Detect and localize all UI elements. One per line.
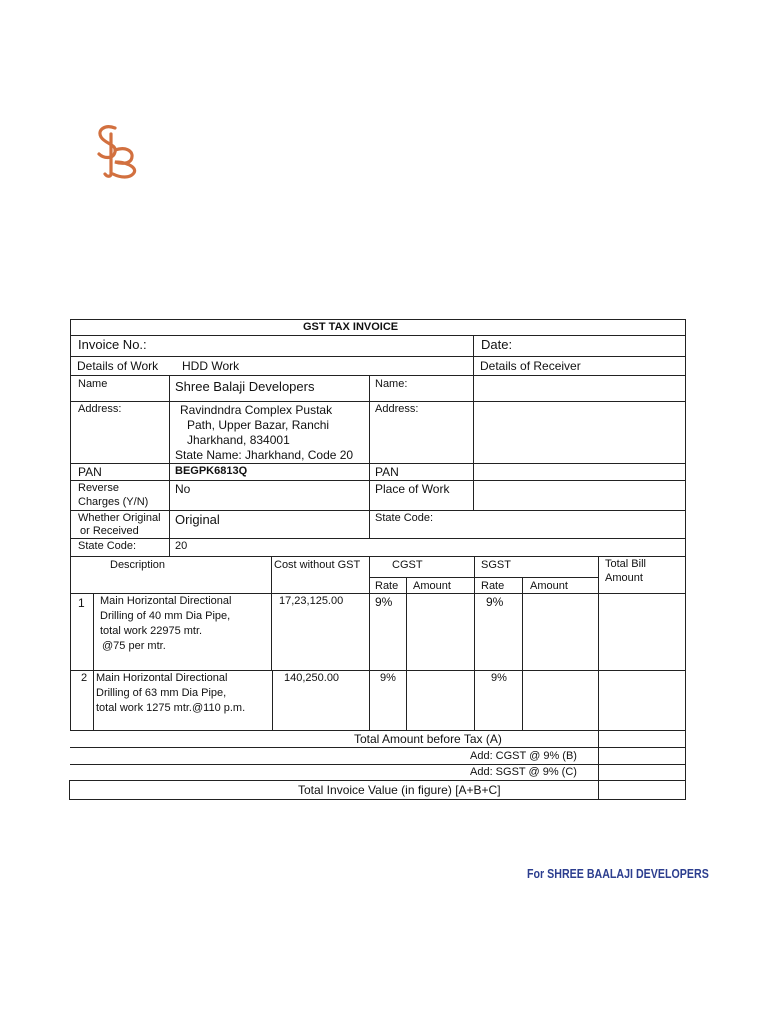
total-before-tax-label: Total Amount before Tax (A) (354, 732, 502, 746)
state-code-value: 20 (175, 540, 188, 552)
receiver-pan-label: PAN (375, 465, 399, 479)
row-number: 2 (81, 672, 88, 684)
row-description-line: Drilling of 63 mm Dia Pipe, (96, 687, 227, 699)
invoice-title: GST TAX INVOICE (303, 321, 399, 333)
address-line: Jharkhand, 834001 (187, 433, 290, 447)
row-cost: 17,23,125.00 (279, 595, 344, 607)
details-of-receiver-label: Details of Receiver (480, 359, 581, 373)
reverse-charges-label: Reverse (78, 482, 119, 494)
row-description-line: total work 22975 mtr. (100, 625, 203, 637)
row-cgst-rate: 9% (375, 595, 393, 609)
total-bill-header: Amount (605, 572, 643, 584)
original-label: or Received (80, 525, 139, 537)
original-label: Whether Original (78, 512, 161, 524)
row-sgst-rate: 9% (486, 595, 504, 609)
reverse-charges-value: No (175, 482, 191, 496)
signature-line: For SHREE BAALAJI DEVELOPERS (527, 866, 709, 881)
row-description-line: Drilling of 40 mm Dia Pipe, (100, 610, 231, 622)
cgst-header: CGST (392, 559, 423, 571)
cgst-amount-header: Amount (413, 580, 451, 592)
name-label: Name (78, 378, 108, 390)
state-code-label: State Code: (78, 540, 137, 552)
address-line: State Name: Jharkhand, Code 20 (175, 448, 354, 462)
row-description-line: @75 per mtr. (102, 640, 166, 652)
sb-monogram-logo-icon (93, 122, 141, 180)
sgst-rate-header: Rate (481, 580, 505, 592)
total-invoice-value-label: Total Invoice Value (in figure) [A+B+C] (298, 783, 501, 797)
name-value: Shree Balaji Developers (175, 379, 315, 394)
row-sgst-rate: 9% (491, 672, 507, 684)
description-header: Description (110, 559, 166, 571)
row-description-line: Main Horizontal Directional (100, 595, 232, 607)
row-description-line: total work 1275 mtr.@110 p.m. (96, 702, 246, 714)
date-label: Date: (481, 337, 513, 352)
total-bill-header: Total Bill (605, 558, 646, 570)
receiver-name-label: Name: (375, 378, 408, 390)
sgst-header: SGST (481, 559, 511, 571)
pan-value: BEGPK6813Q (175, 465, 248, 477)
cgst-rate-header: Rate (375, 580, 399, 592)
pan-label: PAN (78, 465, 102, 479)
row-cost: 140,250.00 (284, 672, 340, 684)
cgst-total-label: Add: CGST @ 9% (B) (470, 750, 577, 762)
details-of-work-value: HDD Work (182, 359, 240, 373)
sgst-amount-header: Amount (530, 580, 568, 592)
reverse-charges-label: Charges (Y/N) (78, 496, 149, 508)
place-of-work-label: Place of Work (375, 482, 450, 496)
row-number: 1 (78, 596, 85, 610)
details-of-work-label: Details of Work (77, 359, 159, 373)
address-line: Ravindndra Complex Pustak (180, 403, 333, 417)
invoice-no-label: Invoice No.: (78, 337, 147, 352)
row-description-line: Main Horizontal Directional (96, 672, 228, 684)
receiver-address-label: Address: (375, 403, 419, 415)
address-line: Path, Upper Bazar, Ranchi (187, 418, 330, 432)
original-value: Original (175, 512, 220, 527)
address-label: Address: (78, 403, 122, 415)
row-cgst-rate: 9% (380, 672, 396, 684)
sgst-total-label: Add: SGST @ 9% (C) (470, 766, 577, 778)
cost-header: Cost without GST (274, 559, 361, 571)
receiver-state-code-label: State Code: (375, 512, 434, 524)
